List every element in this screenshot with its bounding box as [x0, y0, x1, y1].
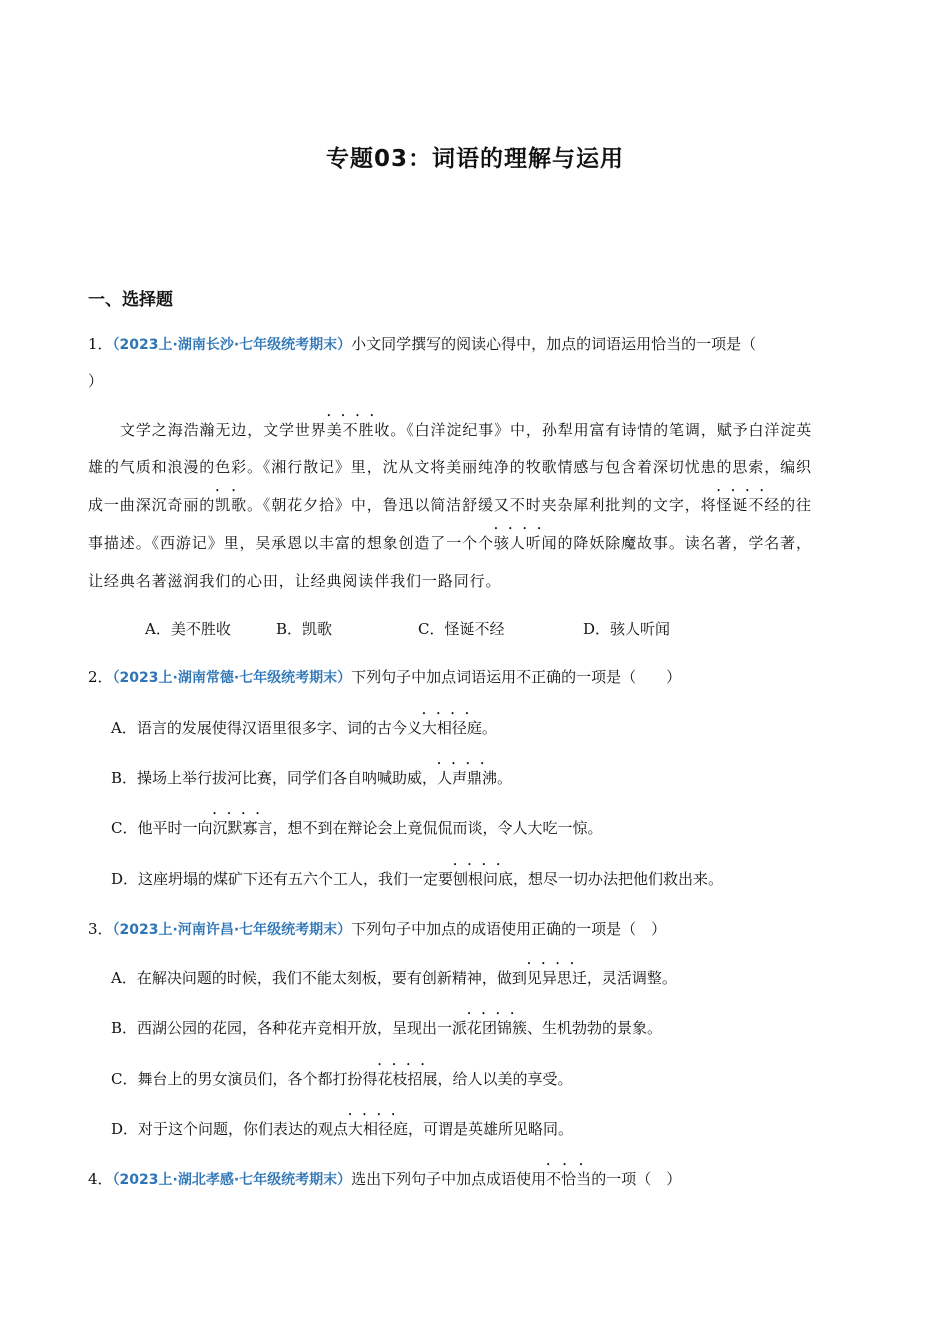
option-b[interactable]: B．凯歌 [276, 620, 333, 638]
question-4-stem [88, 1168, 681, 1191]
dotted-term: • • • • 沉默寡言 [212, 819, 272, 837]
dotted-term: • • 凯歌 [215, 496, 247, 514]
question-source: （2023上·河南许昌·七年级统考期末） [112, 922, 352, 938]
question-2-stem [88, 666, 681, 689]
passage-line-5: 让经典名著滋润我们的心田，让经典阅读伴我们一路同行。 [88, 572, 502, 590]
text-segment: D．对于这个问题，你们表达的观点 [111, 1120, 349, 1138]
passage-line-2: 雄的气质和浪漫的色彩。《湘行散记》里，沈从文将美丽纯净的牧歌情感与包含着深切忧患的思索，编织 [88, 458, 812, 476]
dotted-term: • • • • 花枝招展 [377, 1070, 437, 1088]
text-segment: D．这座坍塌的煤矿下还有五六个工人，我们一定要 [111, 870, 454, 888]
text-segment: 下列句子中加点的成语使用正确的一项是（ ） [351, 920, 667, 938]
question-source: （2023上·湖北孝感·七年级统考期末） [112, 1172, 352, 1188]
text-segment: ，可谓是英雄所见略同。 [408, 1120, 574, 1138]
section-heading: 一、选择题 [88, 290, 173, 310]
text-segment: ，想不到在辩论会上竟侃侃而谈，令人大吃一惊。 [272, 819, 603, 837]
question-source: （2023上·湖南长沙·七年级统考期末） [112, 337, 352, 353]
dotted-term: • • • • 大相径庭 [348, 1120, 408, 1138]
text-segment: 的一项（ ） [591, 1170, 682, 1188]
question-source: （2023上·湖南常德·七年级统考期末） [112, 670, 352, 686]
text-segment: 。《白洋淀纪事》中，孙犁用富有诗情的笔调，赋予白洋淀英 [390, 421, 813, 439]
text-segment: 成一曲深沉奇丽的 [88, 496, 216, 514]
option-d[interactable] [111, 1118, 573, 1140]
text-segment: 事描述。《西游记》里，吴承恩以丰富的想象创造了一个个 [88, 534, 494, 552]
passage-line-3 [88, 494, 860, 516]
question-number: 1． [88, 335, 113, 353]
question-1-stem [88, 333, 756, 356]
text-segment: 、生机勃勃的景象。 [527, 1019, 663, 1037]
option-b[interactable] [111, 767, 512, 789]
text-segment: 4． [88, 1170, 113, 1188]
text-segment: 。 [481, 719, 497, 737]
passage-line-4 [88, 532, 860, 554]
option-a[interactable]: A．美不胜收 [145, 620, 231, 638]
dotted-term: • • • 不恰当 [546, 1170, 591, 1188]
option-d[interactable]: D．骇人听闻 [583, 620, 671, 638]
question-3-stem [88, 918, 666, 941]
dotted-term: • • • • 大相径庭 [422, 719, 482, 737]
passage-line-1 [120, 419, 892, 441]
dotted-term: • • • • 怪诞不经 [717, 496, 781, 514]
option-c[interactable] [111, 817, 603, 839]
question-text: 小文同学撰写的阅读心得中，加点的词语运用恰当的一项是（ [351, 335, 757, 353]
text-segment: 下列句子中加点词语运用不正确的一项是（ ） [351, 668, 682, 686]
text-segment: 选出下列句子中加点成语使用 [351, 1170, 547, 1188]
question-1-stem-end: ） [88, 372, 104, 390]
option-a[interactable] [111, 967, 677, 989]
text-segment: ，灵活调整。 [586, 969, 677, 987]
text-segment: A．在解决问题的时候，我们不能太刻板，要有创新精神，做到 [111, 969, 527, 987]
text-segment: A．语言的发展使得汉语里很多字、词的古今义 [111, 719, 422, 737]
dotted-term: • • • • 美不胜收 [327, 421, 391, 439]
option-b[interactable] [111, 1017, 662, 1039]
dotted-term: • • • • 刨根问底 [453, 870, 513, 888]
text-segment: ，给人以美的享受。 [437, 1070, 573, 1088]
text-segment: C．舞台上的男女演员们，各个都打扮得 [111, 1070, 378, 1088]
text-segment: 。《朝花夕拾》中，鲁迅以简洁舒缓又不时夹杂犀利批判的文字，将 [247, 496, 717, 514]
text-segment: ，想尽一切办法把他们救出来。 [513, 870, 724, 888]
option-c[interactable] [111, 1068, 573, 1090]
text-segment: 3． [88, 920, 113, 938]
text-segment: 文学之海浩瀚无边，文学世界 [120, 421, 327, 439]
text-segment: 2． [88, 668, 113, 686]
option-c[interactable]: C．怪诞不经 [418, 620, 505, 638]
text-segment: 的降妖除魔故事。读名著，学名著， [557, 534, 812, 552]
dotted-term: • • • • 人声鼎沸 [437, 769, 497, 787]
option-a[interactable] [111, 717, 497, 739]
text-segment: C．他平时一向 [111, 819, 213, 837]
text-segment: 。 [497, 769, 513, 787]
text-segment: 的往 [780, 496, 812, 514]
text-segment: B．西湖公园的花园，各种花卉竞相开放，呈现出一派 [111, 1019, 468, 1037]
dotted-term: • • • • 花团锦簇 [467, 1019, 527, 1037]
page-title: 专题03：词语的理解与运用 [325, 146, 624, 172]
option-d[interactable] [111, 868, 723, 890]
dotted-term: • • • • 见异思迁 [527, 969, 587, 987]
text-segment: B．操场上举行拔河比赛，同学们各自呐喊助威， [111, 769, 438, 787]
dotted-term: • • • • 骇人听闻 [494, 534, 558, 552]
